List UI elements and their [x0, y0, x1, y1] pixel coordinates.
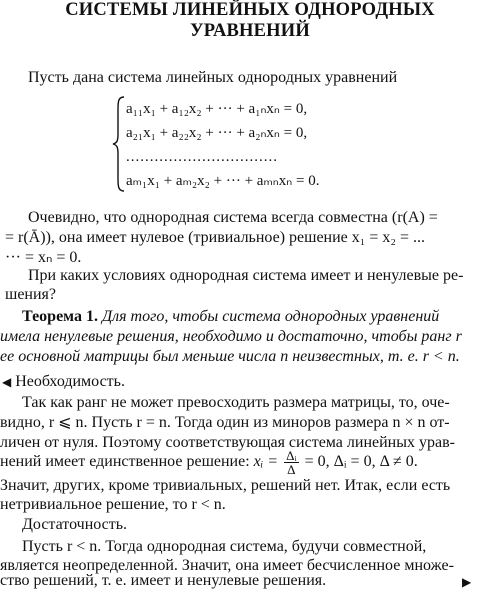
proof-line-text: нений имеет единственное решение:	[0, 453, 254, 471]
formula-fraction	[284, 449, 299, 476]
question-line: При каких условиях однородная система имеет и ненулевые ре-	[28, 267, 464, 284]
equation-row-m: aₘ₁x₁ + aₘ₂x₂ + ··· + aₘₙxₙ = 0.	[126, 173, 320, 189]
proof-line: Пусть r < n. Тогда однородная система, будучи совместной,	[22, 538, 427, 555]
question-line: шения?	[5, 286, 57, 303]
theorem-line-1	[22, 307, 439, 327]
proof-line: ство решений, т. е. имеет и ненулевые решения.	[0, 572, 327, 589]
formula-rhs: = 0, Δᵢ = 0, Δ ≠ 0.	[304, 453, 418, 471]
proof-line: Значит, других, кроме тривиальных, решений нет. Итак, если есть	[0, 477, 451, 494]
fraction-denominator: Δ	[287, 462, 296, 477]
paragraph-line: = r(Ā)), она имеет нулевое (тривиальное) решение x₁ = x₂ = ...	[5, 229, 425, 246]
left-brace-icon	[112, 96, 126, 192]
proof-formula-line	[0, 449, 418, 476]
proof-line: нетривиальное решение, то r < n.	[0, 496, 226, 513]
formula-lhs: xᵢ =	[253, 453, 279, 471]
equation-system	[112, 96, 372, 194]
proof-line: является неопределенной. Значит, она имеет бесчисленное множе-	[0, 557, 454, 574]
theorem-text: Для того, чтобы система однородных уравнений	[97, 308, 440, 325]
paragraph-line: ··· = xₙ = 0.	[5, 249, 82, 266]
proof-start-icon: ◀	[2, 375, 12, 389]
equation-row-2: a₂₁x₁ + a₂₂x₂ + ··· + a₂ₙxₙ = 0,	[126, 125, 308, 141]
title-line-1: СИСТЕМЫ ЛИНЕЙНЫХ ОДНОРОДНЫХ	[65, 0, 435, 20]
necessity-heading	[2, 372, 125, 392]
proof-end-icon: ▶	[462, 575, 472, 589]
proof-line: Так как ранг не может превосходить размера матрицы, то, оче-	[22, 394, 450, 411]
sufficiency-label: Достаточность.	[22, 516, 128, 533]
page-title	[40, 0, 460, 42]
intro-text: Пусть дана система линейных однородных уравнений	[28, 69, 398, 86]
theorem-text: имела ненулевые решения, необходимо и достаточно, чтобы ранг r	[0, 328, 462, 345]
equation-row-1: a₁₁x₁ + a₁₂x₂ + ··· + a₁ₙxₙ = 0,	[126, 101, 308, 117]
theorem-heading: Теорема 1.	[22, 308, 98, 325]
proof-line: личен от нуля. Поэтому соответствующая система линейных урав-	[0, 434, 455, 451]
paragraph-line: Очевидно, что однородная система всегда совместна (r(A) =	[28, 209, 438, 226]
title-line-2: УРАВНЕНИЙ	[190, 21, 310, 41]
equation-dots-row: ................................	[126, 149, 278, 165]
proof-line: видно, r ⩽ n. Пусть r = n. Тогда один из миноров размера n × n от-	[0, 414, 450, 431]
theorem-text: ее основной матрицы был меньше числа n неизвестных, т. е. r < n.	[0, 348, 460, 365]
necessity-label: Необходимость.	[15, 373, 125, 390]
fraction-numerator: Δᵢ	[286, 448, 297, 463]
